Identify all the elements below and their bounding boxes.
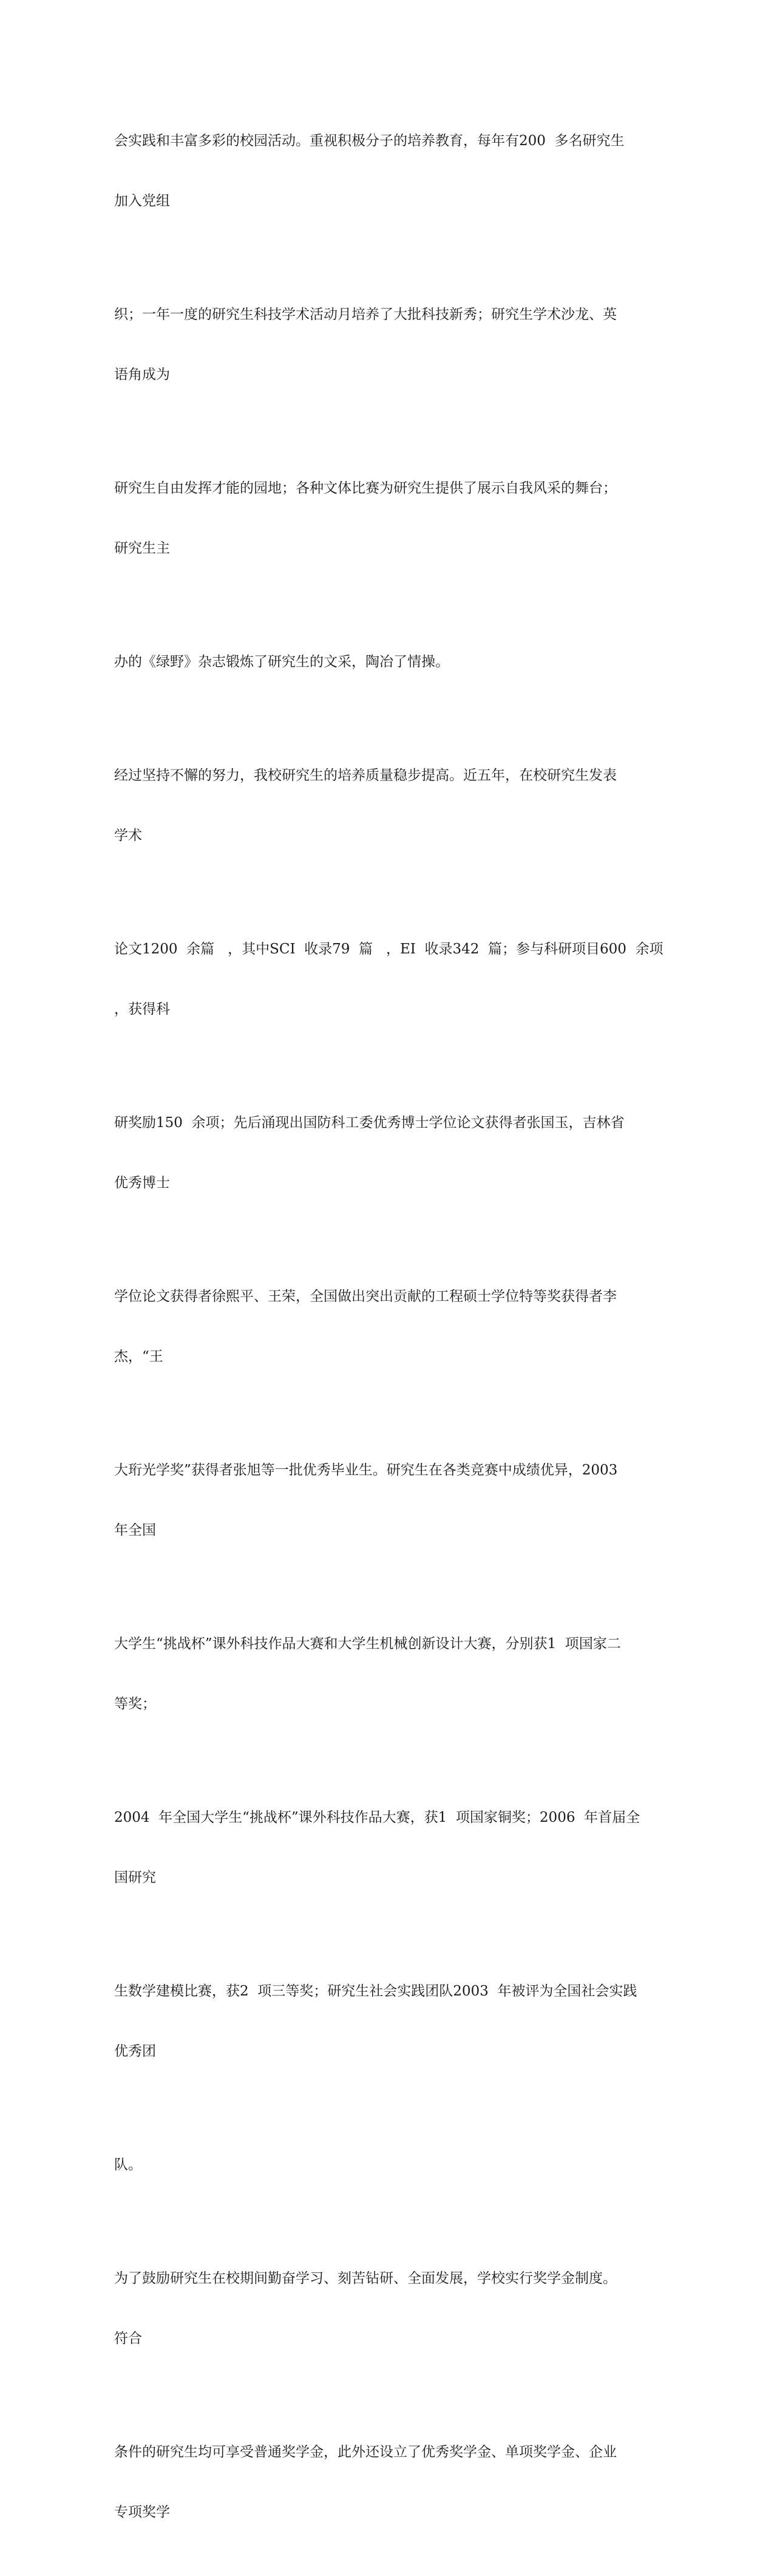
paragraph-line: 符合	[114, 2331, 142, 2346]
paragraph	[114, 2229, 667, 2389]
paragraph	[114, 1594, 667, 1754]
paragraph	[114, 2115, 667, 2215]
paragraph	[114, 726, 667, 886]
paragraph-line: 条件的研究生均可享受普通奖学金，此外还设立了优秀奖学金、单项奖学金、企业	[114, 2444, 617, 2460]
paragraph-line: 学位论文获得者徐熙平、王荣，全国做出突出贡献的工程硕士学位特等奖获得者李	[114, 1289, 617, 1304]
paragraph	[114, 612, 667, 712]
paragraph-line: 生数学建模比赛，获2 项三等奖；研究生社会实践团队2003 年被评为全国社会实践	[114, 1983, 637, 1999]
paragraph	[114, 1073, 667, 1233]
paragraph-line: 等奖；	[114, 1696, 156, 1712]
paragraph-line: 为了鼓励研究生在校期间勤奋学习、刻苦钻研、全面发展，学校实行奖学金制度。	[114, 2271, 617, 2286]
paragraph-line: 年全国	[114, 1522, 156, 1538]
paragraph	[114, 1420, 667, 1581]
paragraph	[114, 2402, 667, 2563]
paragraph	[114, 899, 667, 1060]
paragraph-line: 研究生主	[114, 540, 170, 556]
paragraph-line: 2004 年全国大学生“挑战杯”课外科技作品大赛，获1 项国家铜奖；2006 年首届全	[114, 1810, 640, 1825]
paragraph-line: 大学生“挑战杯”课外科技作品大赛和大学生机械创新设计大赛，分别获1 项国家二	[114, 1636, 621, 1652]
paragraph-line: 加入党组	[114, 193, 170, 209]
paragraph-line: 学术	[114, 828, 142, 843]
paragraph	[114, 1941, 667, 2102]
paragraph-line: 优秀博士	[114, 1175, 170, 1191]
paragraph-line: 经过坚持不懈的努力，我校研究生的培养质量稳步提高。近五年，在校研究生发表	[114, 768, 617, 783]
paragraph-line: 研究生自由发挥才能的园地；各种文体比赛为研究生提供了展示自我风采的舞台；	[114, 480, 617, 496]
paragraph-line: 专项奖学	[114, 2504, 170, 2520]
paragraph	[114, 438, 667, 599]
paragraph-line: ，获得科	[114, 1001, 170, 1017]
paragraph	[114, 91, 667, 251]
paragraph-line: 杰，“王	[114, 1349, 163, 1365]
paragraph-line: 研奖励150 余项；先后涌现出国防科工委优秀博士学位论文获得者张国玉，吉林省	[114, 1115, 625, 1131]
paragraph-line: 语角成为	[114, 367, 170, 383]
paragraph	[114, 265, 667, 425]
paragraph-line: 队。	[114, 2157, 142, 2173]
paragraph	[114, 1768, 667, 1928]
paragraph-line: 大珩光学奖”获得者张旭等一批优秀毕业生。研究生在各类竞赛中成绩优异，2003	[114, 1462, 618, 1478]
paragraph-line: 国研究	[114, 1870, 156, 1886]
paragraph-line: 会实践和丰富多彩的校园活动。重视积极分子的培养教育，每年有200 多名研究生	[114, 133, 625, 149]
document-body	[114, 91, 667, 2576]
paragraph-line: 办的《绿野》杂志锻炼了研究生的文采，陶冶了情操。	[114, 654, 449, 670]
paragraph-line: 织；一年一度的研究生科技学术活动月培养了大批科技新秀；研究生学术沙龙、英	[114, 307, 617, 322]
paragraph	[114, 1247, 667, 1407]
paragraph-line: 论文1200 余篇 ，其中SCI 收录79 篇 ，EI 收录342 篇；参与科研项目600 余项	[114, 941, 664, 957]
paragraph-line: 优秀团	[114, 2043, 156, 2059]
